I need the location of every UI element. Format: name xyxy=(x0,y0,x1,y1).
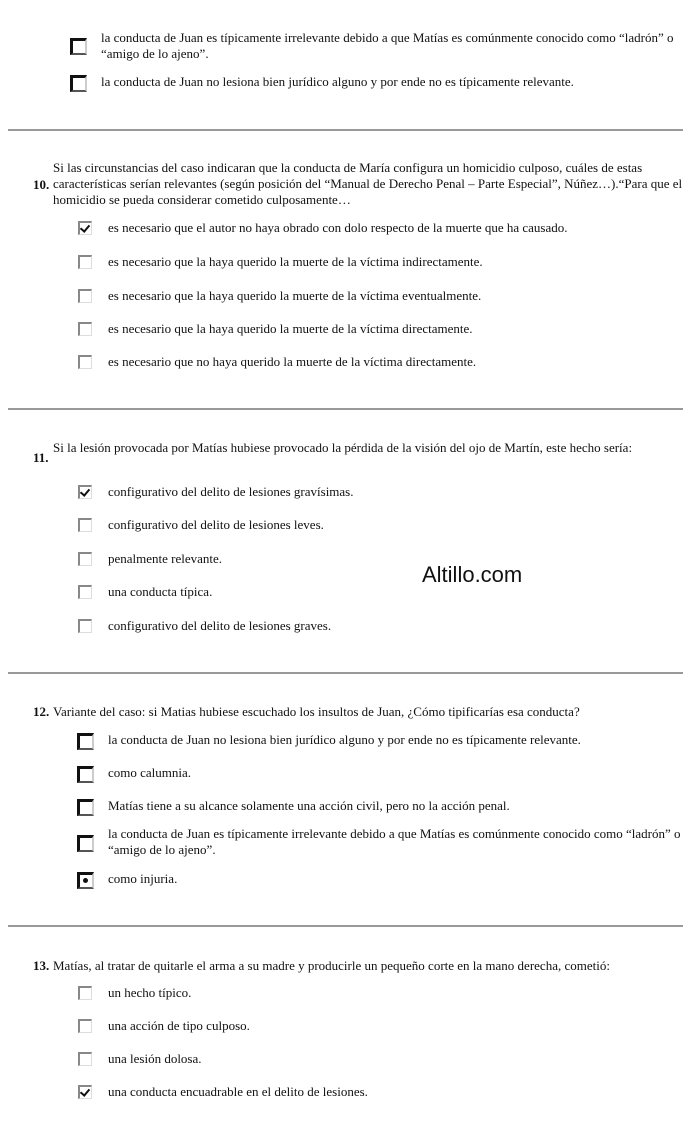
option-label: la conducta de Juan no lesiona bien jurídico alguno y por ende no es típicamente relevante. xyxy=(108,732,581,747)
option-label: como calumnia. xyxy=(108,765,192,780)
option-label: configurativo del delito de lesiones graves. xyxy=(108,618,332,633)
checkbox-q13-opt1[interactable] xyxy=(78,986,92,1000)
question-number: 13. xyxy=(33,958,50,973)
watermark-text: Altillo.com xyxy=(422,562,523,587)
radio-q9-opt1[interactable] xyxy=(70,38,87,55)
checkbox-q10-opt1[interactable] xyxy=(78,221,92,235)
question-text: Si las circunstancias del caso indicaran que la conducta de María configura un homicidio culposo, cuáles de estas características serían relevantes (según posición del “Manual de Derecho Penal – Parte Especial”, Núñez…).“Para que el homicidio se pueda considerar cometido culposamente… xyxy=(53,160,683,207)
question-text: Matías, al tratar de quitarle el arma a su madre y producirle un pequeño corte en la mano derecha, cometió: xyxy=(53,958,610,973)
divider xyxy=(8,129,683,131)
question-text: Variante del caso: si Matias hubiese escuchado los insultos de Juan, ¿Cómo tipificarías esa conducta? xyxy=(53,704,580,719)
checkbox-q11-opt4[interactable] xyxy=(78,585,92,599)
option-label: una conducta encuadrable en el delito de lesiones. xyxy=(108,1084,368,1099)
checkbox-q10-opt5[interactable] xyxy=(78,355,92,369)
question-number: 10. xyxy=(33,177,50,192)
option-label: es necesario que la haya querido la muerte de la víctima eventualmente. xyxy=(108,288,482,303)
divider xyxy=(8,925,683,927)
option-label: una conducta típica. xyxy=(108,584,213,599)
option-label: la conducta de Juan es típicamente irrelevante debido a que Matías es comúnmente conocido como “ladrón” o “amigo de lo ajeno”. xyxy=(108,826,681,857)
radio-q12-opt4[interactable] xyxy=(77,835,94,852)
option-label: una lesión dolosa. xyxy=(108,1051,202,1066)
radio-q12-opt5[interactable] xyxy=(77,872,94,889)
checkbox-q11-opt3[interactable] xyxy=(78,552,92,566)
question-number: 12. xyxy=(33,704,50,719)
radio-q12-opt2[interactable] xyxy=(77,766,94,783)
checkbox-q11-opt1[interactable] xyxy=(78,485,92,499)
option-label: una acción de tipo culposo. xyxy=(108,1018,250,1033)
checkbox-q11-opt5[interactable] xyxy=(78,619,92,633)
option-label: configurativo del delito de lesiones gravísimas. xyxy=(108,484,354,499)
option-label: es necesario que el autor no haya obrado con dolo respecto de la muerte que ha causado. xyxy=(108,220,568,235)
divider xyxy=(8,408,683,410)
radio-q9-opt2[interactable] xyxy=(70,75,87,92)
option-label: como injuria. xyxy=(108,871,178,886)
option-label: la conducta de Juan no lesiona bien jurídico alguno y por ende no es típicamente relevante. xyxy=(101,74,574,89)
question-number: 11. xyxy=(33,450,49,465)
checkbox-q13-opt3[interactable] xyxy=(78,1052,92,1066)
checkbox-q10-opt2[interactable] xyxy=(78,255,92,269)
checkbox-q13-opt2[interactable] xyxy=(78,1019,92,1033)
option-label: es necesario que no haya querido la muerte de la víctima directamente. xyxy=(108,354,477,369)
checkbox-q10-opt4[interactable] xyxy=(78,322,92,336)
question-text: Si la lesión provocada por Matías hubiese provocado la pérdida de la visión del ojo de Martín, este hecho sería: xyxy=(53,440,633,455)
option-label: la conducta de Juan es típicamente irrelevante debido a que Matías es comúnmente conocido como “ladrón” o “amigo de lo ajeno”. xyxy=(101,30,674,61)
checkbox-q10-opt3[interactable] xyxy=(78,289,92,303)
option-label: es necesario que la haya querido la muerte de la víctima directamente. xyxy=(108,321,473,336)
option-label: es necesario que la haya querido la muerte de la víctima indirectamente. xyxy=(108,254,483,269)
option-label: configurativo del delito de lesiones leves. xyxy=(108,517,324,532)
radio-q12-opt1[interactable] xyxy=(77,733,94,750)
divider xyxy=(8,672,683,674)
radio-q12-opt3[interactable] xyxy=(77,799,94,816)
checkbox-q11-opt2[interactable] xyxy=(78,518,92,532)
option-label: Matías tiene a su alcance solamente una acción civil, pero no la acción penal. xyxy=(108,798,510,813)
checkbox-q13-opt4[interactable] xyxy=(78,1085,92,1099)
option-label: penalmente relevante. xyxy=(108,551,223,566)
option-label: un hecho típico. xyxy=(108,985,192,1000)
